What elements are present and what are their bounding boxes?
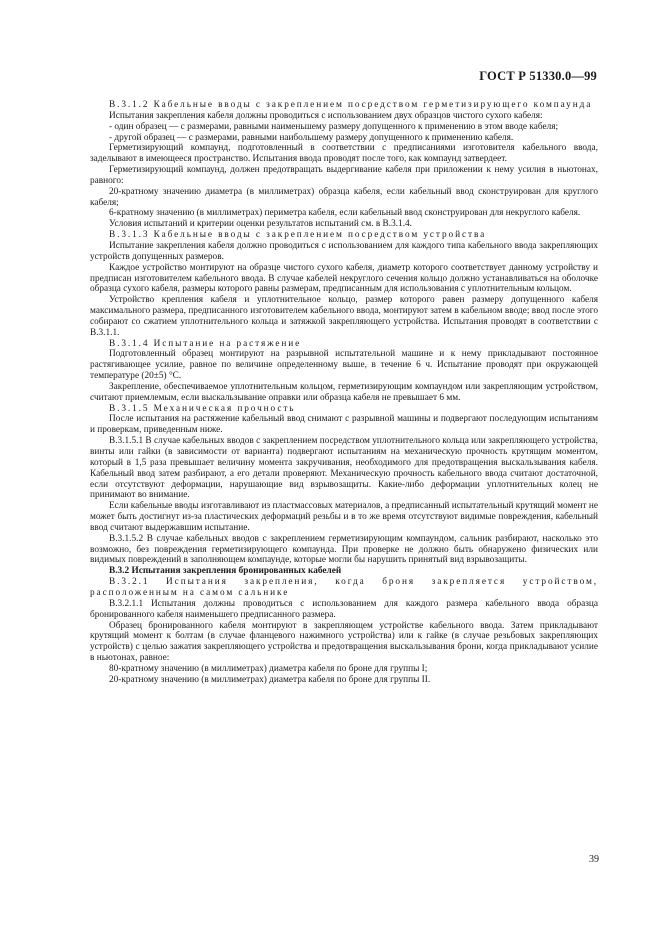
paragraph: Испытания закрепления кабеля должны проводиться с использованием двух образцов чистого сухого кабеля: — [109, 110, 543, 121]
paragraph: Герметизирующий компаунд, подготовленный в соответствии с предписаниями изготовителя кабельного ввода, заделывают в имеющееся пространство. Испытания ввода проводят после того, как компаунд затвердеет. — [90, 143, 598, 165]
heading-b3-2: В.3.2 Испытания закрепления бронированных кабелей — [109, 566, 342, 577]
list-item: - один образец — с размерами, равными наименьшему размеру допущенного к применению в этом вводе кабеля; — [109, 121, 559, 132]
document-code-header: ГОСТ Р 51330.0—99 — [479, 69, 597, 83]
document-body — [90, 100, 598, 686]
heading-b3-1-5: В.3.1.5 Механическая прочность — [109, 403, 296, 414]
paragraph: Закрепление, обеспечиваемое уплотнительным кольцом, герметизирующим компаундом или закрепляющим устройством, считают приемлемым, если выскальзывание оправки или образца кабеля не превышает 6 мм. — [90, 381, 598, 403]
paragraph: Образец бронированного кабеля монтируют в закрепляющем устройстве кабельного ввода. Затем прикладывают крутящий момент к болтам (в случае фланцевого нажимного устройства) или к гайке (в случае резьбовых закрепляющих устройств) с целью зажатия закрепляющего устройства и предотвращения выскальзывания брони, когда прикладывают усилие в ньютонах, равное: — [90, 620, 598, 664]
heading-b3-2-1: В.3.2.1 Испытания закрепления, когда броня закрепляется устройством, расположенным на самом сальнике — [90, 577, 598, 598]
list-item: - другой образец — с размерами, равными наибольшему размеру допущенного к применению кабеля. — [109, 132, 514, 143]
paragraph: Если кабельные вводы изготавливают из пластмассовых материалов, а предписанный испытательный крутящий момент не может быть достигнут из-за пластических деформаций резьбы и в то же время отсутствуют видимые повреждения, кабельный ввод считают выдержавшим испытание. — [90, 501, 598, 533]
paragraph: 20-кратному значению диаметра (в миллиметрах) образца кабеля, если кабельный ввод сконструирован для круглого кабеля; — [90, 186, 598, 208]
paragraph: После испытания на растяжение кабельный ввод снимают с разрывной машины и подвергают последующим испытаниям и проверкам, приведенным ниже. — [90, 414, 598, 436]
paragraph: В.3.1.5.2 В случае кабельных вводов с закреплением герметизирующим компаундом, сальник разбирают, насколько это возможно, без повреждения герметизирующего компаунда. При проверке не должно быть обнаружено физических или видимых повреждений в заполняющем компаунде, которые могли бы нарушить принятый вид взрывозащиты. — [90, 533, 598, 566]
paragraph: В.3.2.1.1 Испытания должны проводиться с использованием для каждого размера кабельного ввода образца бронированного кабеля наименьшего предписанного размера. — [90, 598, 598, 620]
paragraph: 6-кратному значению (в миллиметрах) периметра кабеля, если кабельный ввод сконструирован для некруглого кабеля. — [109, 208, 581, 219]
paragraph: Герметизирующий компаунд, должен предотвращать выдергивание кабеля при приложении к нему усилия в ньютонах, равного: — [90, 165, 598, 186]
paragraph: Условия испытаний и критерии оценки результатов испытаний см. в В.3.1.4. — [109, 219, 413, 230]
heading-b3-1-3: В.3.1.3 Кабельные вводы с закреплением посредством устройства — [109, 230, 487, 241]
page-number: 39 — [589, 854, 599, 865]
paragraph: 20-кратному значению (в миллиметрах) диаметра кабеля по броне для группы II. — [109, 674, 431, 685]
paragraph: В.3.1.5.1 В случае кабельных вводов с закреплением посредством уплотнительного кольца или закрепляющего устройства, винты или гайки (в зависимости от варианта) подвергают испытаниям на механическую прочность крутящим моментом, который в 1,5 раза превышает величину момента закручивания, необходимого для предотвращения выскальзывания кабеля. Кабельный ввод затем разбирают, а его детали проверяют. Механическую прочность кабельного ввода считают достаточной, если отсутствуют деформации, нарушающие вид взрывозащиты. Какие-либо деформации уплотнительных колец не принимают во внимание. — [90, 436, 598, 501]
paragraph: Устройство крепления кабеля и уплотнительное кольцо, размер которого равен размеру допущенного кабеля максимального размера, предписанного изготовителем кабельного ввода, монтируют затем в кабельном вводе; ввод после этого собирают со сжатием уплотнительного кольца и затяжкой закрепляющего устройства. Испытания проводят в соответствии с В.3.1.1. — [90, 295, 598, 338]
heading-b3-1-4: В.3.1.4 Испытание на растяжение — [109, 338, 302, 349]
heading-b3-1-2: В.3.1.2 Кабельные вводы с закреплением посредством герметизирующего компаунда — [109, 100, 593, 110]
paragraph: Каждое устройство монтируют на образце чистого сухого кабеля, диаметр которого соответствует данному устройству и предписан изготовителем кабельного ввода. В случае кабелей некруглого сечения кольцо должно устанавливаться на оболочке образца сухого кабеля, размеры которого равны размерам, предписанным для использования с уплотнительным кольцом. — [90, 262, 598, 295]
paragraph: Подготовленный образец монтируют на разрывной испытательной машине и к нему прикладывают постоянное растягивающее усилие, равное по величине определенному выше, в течение 6 ч. Испытание проводят при окружающей температуре (20±5) °С. — [90, 349, 598, 382]
paragraph: 80-кратному значению (в миллиметрах) диаметра кабеля по броне для группы I; — [109, 663, 428, 674]
paragraph: Испытание закрепления кабеля должно проводиться с использованием для каждого типа кабельного ввода закрепляющих устройств допущенных размеров. — [90, 240, 598, 262]
